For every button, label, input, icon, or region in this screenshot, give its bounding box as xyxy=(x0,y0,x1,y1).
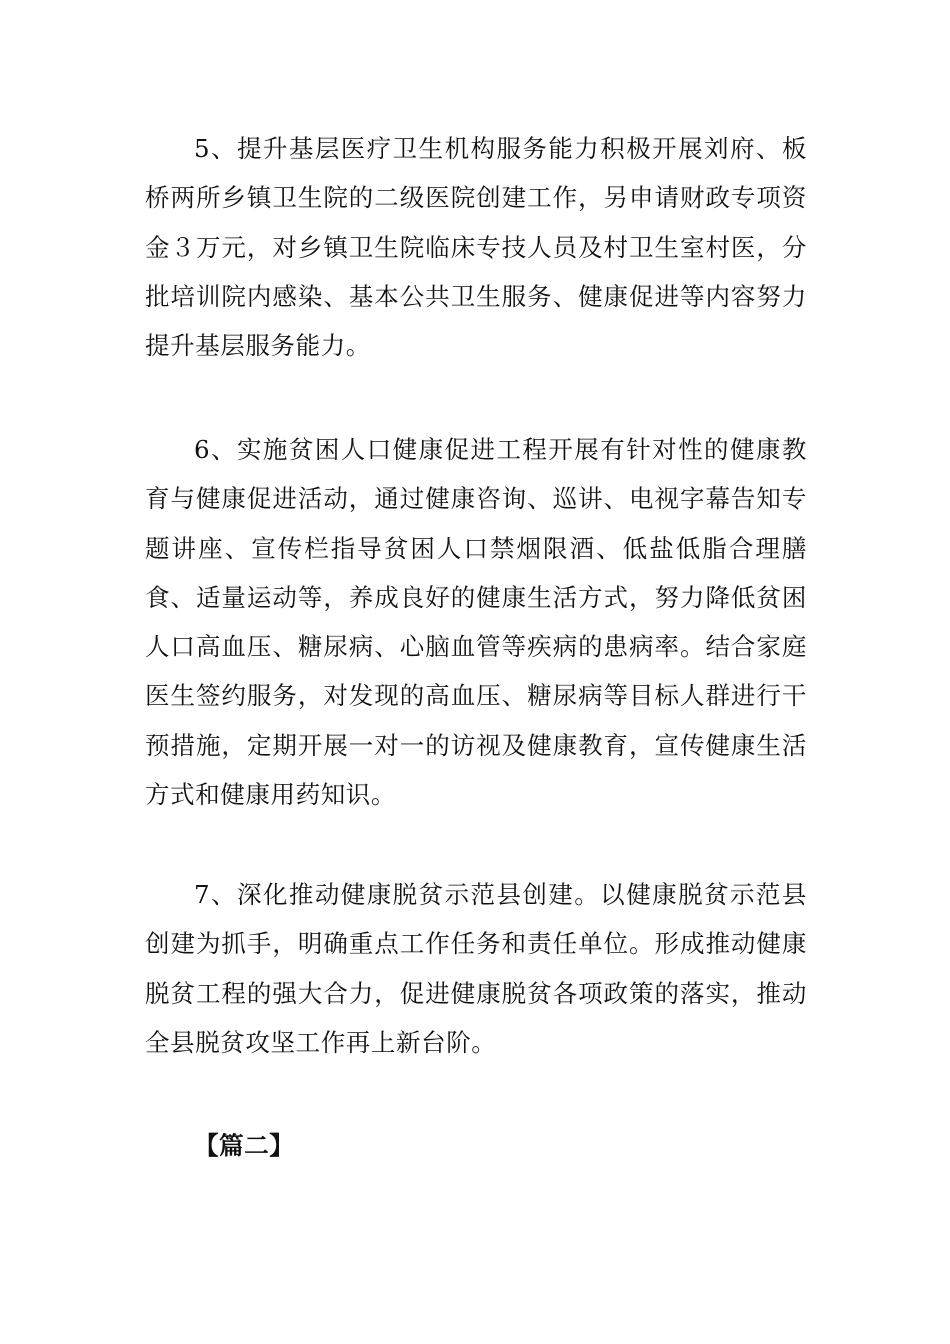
paragraph-item-5: 5、提升基层医疗卫生机构服务能力积极开展刘府、板桥两所乡镇卫生院的二级医院创建工作，另申请财政专项资金３万元，对乡镇卫生院临床专技人员及村卫生室村医，分批培训院内感染、基本公共卫生服务、健康促进等内容努力提升基层服务能力。 xyxy=(145,134,807,361)
section-heading: 【篇二】 xyxy=(194,1131,295,1160)
paragraph-item-6: 6、实施贫困人口健康促进工程开展有针对性的健康教育与健康促进活动，通过健康咨询、巡讲、电视字幕告知专题讲座、宣传栏指导贫困人口禁烟限酒、低盐低脂合理膳食、适量运动等，养成良好的健康生活方式，努力降低贫困人口高血压、糖尿病、心脑血管等疾病的患病率。结合家庭医生签约服务，对发现的高血压、糖尿病等目标人群进行干预措施，定期开展一对一的访视及健康教育，宣传健康生活方式和健康用药知识。 xyxy=(145,435,807,810)
paragraph-item-7: 7、深化推动健康脱贫示范县创建。以健康脱贫示范县创建为抓手，明确重点工作任务和责任单位。形成推动健康脱贫工程的强大合力，促进健康脱贫各项政策的落实，推动全县脱贫攻坚工作再上新台阶。 xyxy=(145,880,807,1057)
